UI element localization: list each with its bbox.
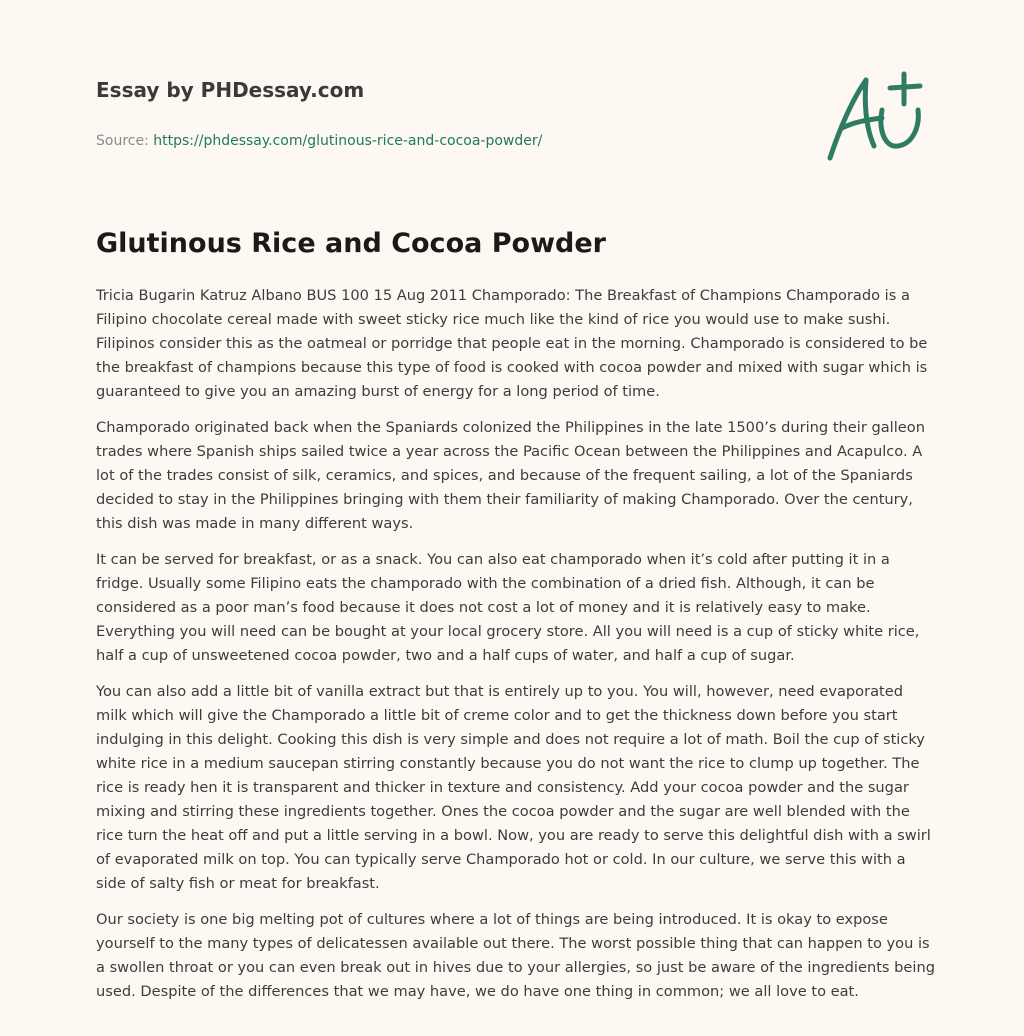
site-title: Essay by PHDessay.com	[96, 78, 365, 102]
source-link[interactable]: https://phdessay.com/glutinous-rice-and-cocoa-powder/	[153, 133, 543, 149]
source-label: Source:	[96, 133, 154, 149]
a-plus-logo-icon	[820, 66, 930, 166]
essay-paragraph: Champorado originated back when the Spaniards colonized the Philippines in the late 1500’s during their galleon trades where Spanish ships sailed twice a year across the Pacific Ocean between the Philippines and Acapulco. A lot of the trades consist of silk, ceramics, and spices, and because of the frequent sailing, a lot of the Spaniards decided to stay in the Philippines bringing with them their familiarity of making Champorado. Over the century, this dish was made in many different ways.	[96, 419, 925, 532]
page-header	[96, 76, 796, 151]
essay-paragraph: You can also add a little bit of vanilla extract but that is entirely up to you. You will, however, need evaporated milk which will give the Champorado a little bit of creme color and to get the thickness down before you start indulging in this delight. Cooking this dish is very simple and does not require a lot of math. Boil the cup of sticky white rice in a medium saucepan stirring constantly because you do not want the rice to clump up together. The rice is ready hen it is transparent and thicker in texture and consistency. Add your cocoa powder and the sugar mixing and stirring these ingredients together. Ones the cocoa powder and the sugar are well blended with the rice turn the heat off and put a little serving in a bowl. Now, you are ready to serve this delightful dish with a swirl of evaporated milk on top. You can typically serve Champorado hot or cold. In our culture, we serve this with a side of salty fish or meat for breakfast.	[96, 683, 931, 892]
essay-paragraph: Our society is one big melting pot of cultures where a lot of things are being introduced. It is okay to expose yourself to the many types of delicatessen available out there. The worst possible thing that can happen to you is a swollen throat or you can even break out in hives due to your allergies, so just be aware of the ingredients being used. Despite of the differences that we may have, we do have one thing in common; we all love to eat.	[96, 911, 935, 1000]
essay-paragraph: Tricia Bugarin Katruz Albano BUS 100 15 Aug 2011 Champorado: The Breakfast of Champions Champorado is a Filipino chocolate cereal made with sweet sticky rice much like the kind of rice you would use to make sushi. Filipinos consider this as the oatmeal or porridge that people eat in the morning. Champorado is considered to be the breakfast of champions because this type of food is cooked with cocoa powder and mixed with sugar which is guaranteed to give you an amazing burst of energy for a long period of time.	[96, 287, 928, 400]
essay-title: Glutinous Rice and Cocoa Powder	[96, 228, 606, 259]
source-line	[96, 131, 796, 151]
essay-body	[96, 284, 936, 1016]
essay-paragraph: It can be served for breakfast, or as a snack. You can also eat champorado when it’s cold after putting it in a fridge. Usually some Filipino eats the champorado with the combination of a dried fish. Although, it can be considered as a poor man’s food because it does not cost a lot of money and it is relatively easy to make. Everything you will need can be bought at your local grocery store. All you will need is a cup of sticky white rice, half a cup of unsweetened cocoa powder, two and a half cups of water, and half a cup of sugar.	[96, 551, 920, 664]
